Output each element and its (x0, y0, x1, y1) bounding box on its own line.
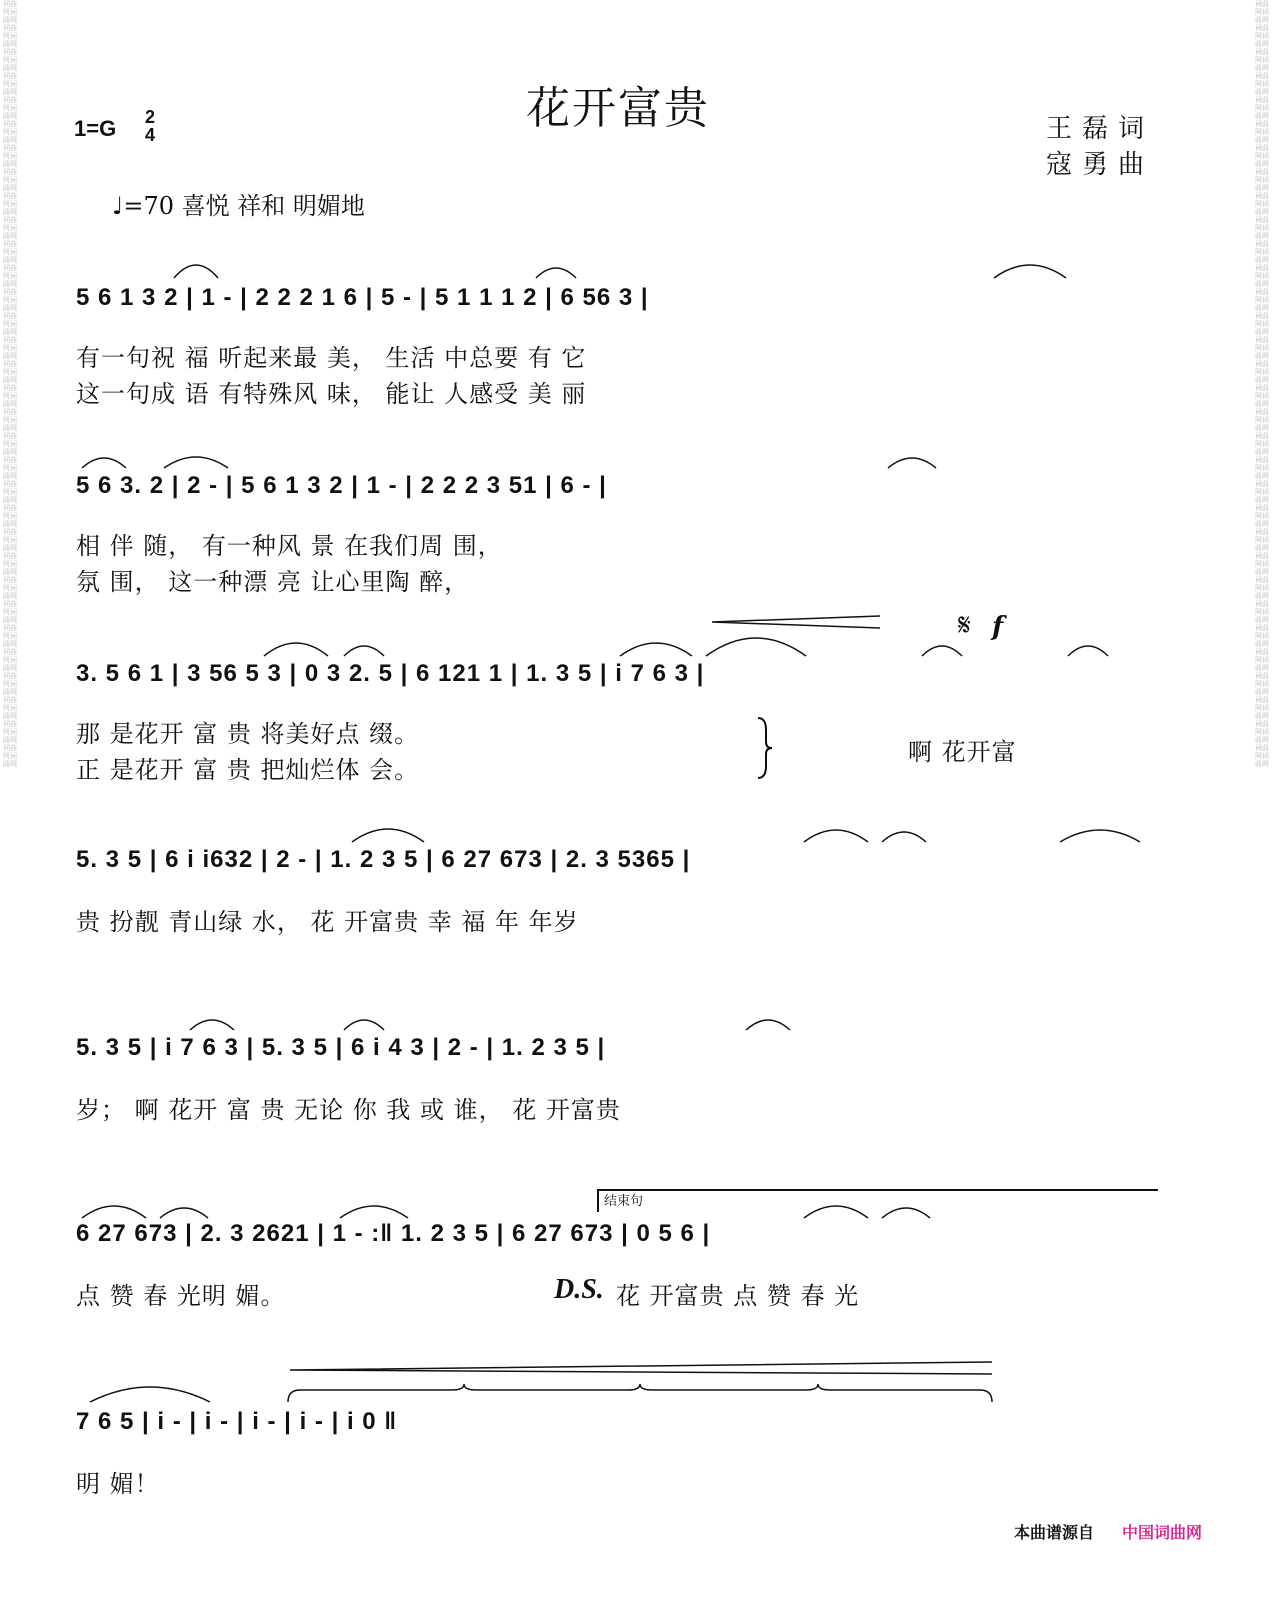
slur (340, 1206, 408, 1218)
slur (620, 643, 692, 656)
lyric-verse-1-line-3: 那 是花开 富 贵 将美好点 缀。 (76, 720, 420, 748)
ending-bracket (598, 1190, 1158, 1212)
notation-line-4: 5. 3 5 | 6 i i632 | 2 - | 1. 2 3 5 | 6 27 673 | 2. 3 5365 | (76, 846, 691, 873)
ending-label: 结束句 (604, 1194, 644, 1209)
slur (190, 1020, 234, 1030)
slur (922, 646, 962, 656)
notation-line-5: 5. 3 5 | i 7 6 3 | 5. 3 5 | 6 i 4 3 | 2 - | 1. 2 3 5 | (76, 1034, 606, 1061)
slur (90, 1387, 210, 1402)
slur (536, 268, 576, 278)
lyric-line-4: 贵 扮靓 青山绿 水， 花 开富贵 幸 福 年 年岁 (76, 908, 579, 936)
lyric-line-7: 明 媚！ (76, 1470, 160, 1498)
notation-line-2: 5 6 3. 2 | 2 - | 5 6 1 3 2 | 1 - | 2 2 2 3 51 | 6 - | (76, 472, 607, 499)
footer-source-label: 本曲谱源自 (1013, 1523, 1094, 1542)
song-title: 花开富贵 (526, 83, 710, 134)
lyric-line-5: 岁； 啊 花开 富 贵 无论 你 我 或 谁， 花 开富贵 (76, 1096, 621, 1124)
slur (1068, 646, 1108, 656)
lyric-verse-2-line-2: 氛 围， 这一种漂 亮 让心里陶 醉， (76, 568, 470, 596)
footer-site-link[interactable]: 中国词曲网 (1121, 1523, 1202, 1542)
segno-icon: 𝄋 (958, 608, 971, 643)
dal-segno-mark: D.S. (554, 1274, 604, 1305)
slur (344, 646, 384, 656)
tempo-expression: 喜悦 祥和 明媚地 (181, 192, 365, 220)
slur (888, 458, 936, 468)
slur (160, 1208, 208, 1218)
lyric-verse-1-line-1: 有一句祝 福 听起来最 美， 生活 中总要 有 它 (76, 344, 587, 372)
slur (352, 829, 424, 842)
crescendo-hairpin (712, 616, 880, 628)
watermark-strip-left: 词曲网词曲网词曲网词曲网词曲网词曲网词曲网词曲网词曲网词曲网词曲网词曲网词曲网词曲网词曲网词曲网词曲网词曲网词曲网词曲网词曲网词曲网词曲网词曲网词曲网词曲网词曲网词曲网词曲网词曲网词曲网词曲网词曲网词曲网词曲网词曲网词曲网词曲网词曲网词曲网词曲网词曲网词曲网词曲网词曲网词曲网词曲网词曲网词曲网词曲网词曲网词曲网词曲网词曲网词曲网词曲网词曲网词曲网词曲网词曲网词曲网词曲网词曲网词曲网 (3, 0, 17, 768)
quarter-note-icon: ♩ (112, 192, 124, 220)
composer-credit: 寇勇曲 (1045, 150, 1154, 180)
decrescendo-hairpin (290, 1362, 992, 1374)
tempo-value: =70 (123, 192, 174, 220)
slur (1060, 830, 1140, 842)
notation-line-6: 6 27 673 | 2. 3 2621 | 1 - :‖ 1. 2 3 5 | 6 27 673 | 0 5 6 | (76, 1220, 711, 1247)
lyric-verse-2-line-3: 正 是花开 富 贵 把灿烂体 会。 (76, 756, 420, 784)
lyric-line-6-before-ds: 点 赞 春 光明 媚。 (76, 1282, 286, 1310)
notation-line-1: 5 6 1 3 2 | 1 - | 2 2 2 1 6 | 5 - | 5 1 1 1 2 | 6 56 3 | (76, 284, 649, 311)
key-signature: 1=G (74, 116, 117, 141)
lyric-line-6-after-ds: 花 开富贵 点 赞 春 光 (616, 1282, 860, 1310)
notation-line-7: 7 6 5 | i - | i - | i - | i - | i 0 ‖ (76, 1408, 398, 1435)
watermark-strip-right: 词曲网词曲网词曲网词曲网词曲网词曲网词曲网词曲网词曲网词曲网词曲网词曲网词曲网词曲网词曲网词曲网词曲网词曲网词曲网词曲网词曲网词曲网词曲网词曲网词曲网词曲网词曲网词曲网词曲网词曲网词曲网词曲网词曲网词曲网词曲网词曲网词曲网词曲网词曲网词曲网词曲网词曲网词曲网词曲网词曲网词曲网词曲网词曲网词曲网词曲网词曲网词曲网词曲网词曲网词曲网词曲网词曲网词曲网词曲网词曲网词曲网词曲网词曲网词曲网 (1255, 0, 1269, 768)
slur (82, 458, 126, 468)
verse-brace (758, 718, 772, 778)
lyric-chorus-start: 啊 花开富 (908, 738, 1017, 766)
slur (804, 830, 868, 842)
dynamic-forte: f (992, 612, 1004, 642)
slur (746, 1020, 790, 1030)
tie (288, 1384, 992, 1402)
slur (882, 1208, 930, 1218)
time-signature-numerator: 2 (145, 107, 156, 127)
slur (706, 638, 806, 656)
lyricist-credit: 王磊词 (1045, 114, 1154, 144)
slur (264, 643, 328, 656)
lyric-verse-2-line-1: 这一句成 语 有特殊风 味， 能让 人感受 美 丽 (76, 380, 587, 408)
slur (344, 1020, 384, 1030)
slur (882, 832, 926, 842)
time-signature-denominator: 4 (145, 125, 156, 145)
lyric-verse-1-line-2: 相 伴 随， 有一种风 景 在我们周 围， (76, 532, 503, 560)
slur (82, 1206, 146, 1218)
slur (164, 457, 228, 468)
notation-line-3: 3. 5 6 1 | 3 56 5 3 | 0 3 2. 5 | 6 121 1 | 1. 3 5 | i 7 6 3 | (76, 660, 705, 687)
slur (804, 1206, 868, 1218)
slur (174, 265, 218, 278)
slur (994, 265, 1066, 278)
